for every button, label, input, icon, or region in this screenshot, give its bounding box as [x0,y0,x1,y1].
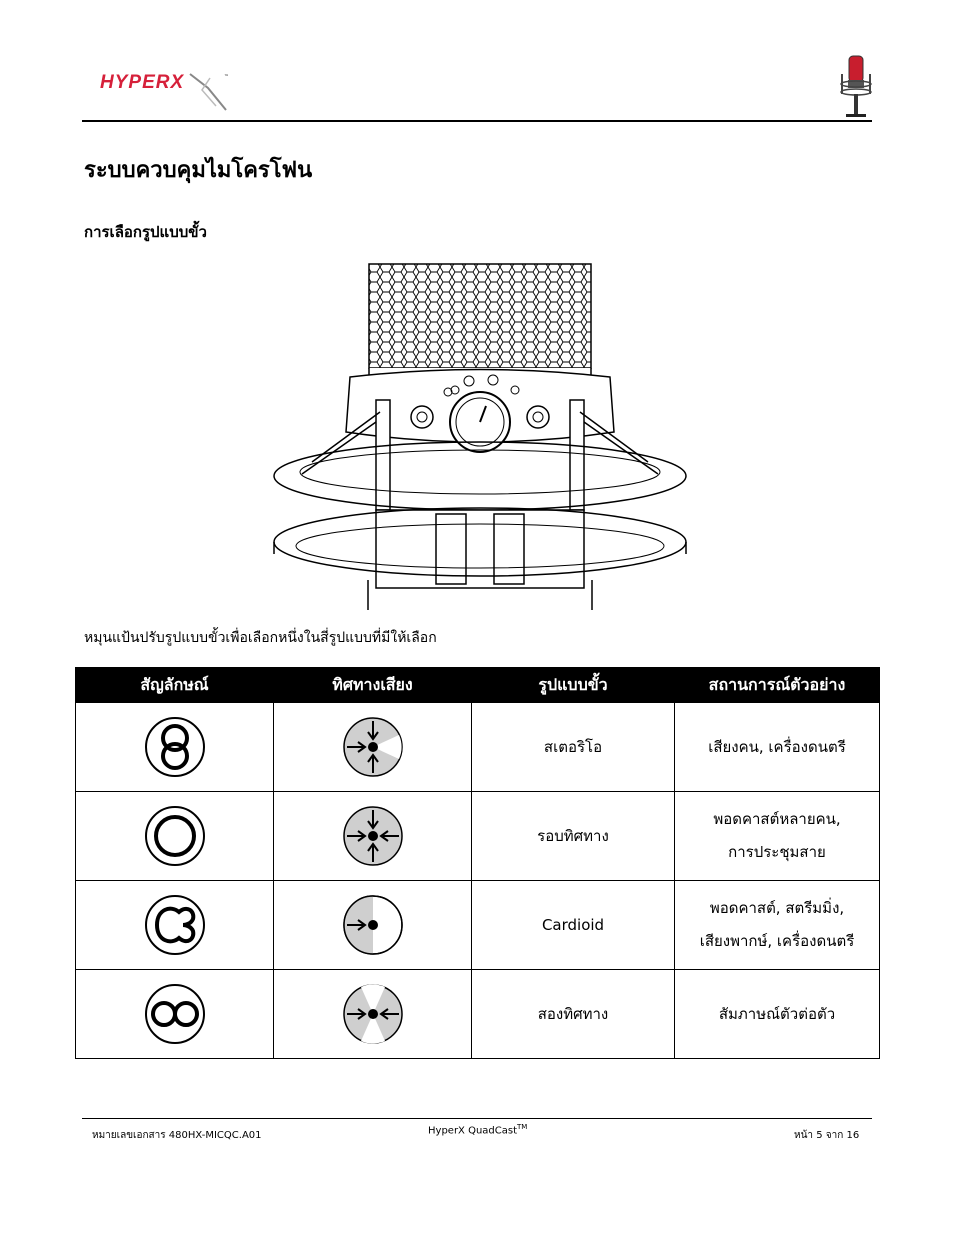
direction-cell [274,792,472,881]
trademark-mark: TM [517,1123,528,1131]
scenario-cell [675,792,880,881]
pattern-name: รอบทิศทาง [472,792,675,881]
omnidirectional-pattern-icon [143,804,207,868]
symbol-cell [76,792,274,881]
footer-divider [82,1118,872,1119]
page-title: ระบบควบคุมไมโครโฟน [84,158,313,183]
header-direction: ทิศทางเสียง [274,668,472,703]
table-row [76,881,880,970]
table-header-row [76,668,880,703]
cardioid-direction-icon [341,893,405,957]
bidirectional-direction-icon [341,982,405,1046]
pattern-name: สเตอริโอ [472,703,675,792]
scenario-line: สัมภาษณ์ตัวต่อตัว [718,1004,836,1023]
scenario-line: เสียงคน, เครื่องดนตรี [708,737,846,756]
scenario-line: พอดคาสต์หลายคน, [713,810,841,828]
scenario-line: เสียงพากษ์, เครื่องดนตรี [699,932,855,950]
svg-text:HYPERX: HYPERX [100,72,185,93]
footer-doc-number: หมายเลขเอกสาร 480HX-MICQC.A01 [92,1130,262,1141]
scenario-cell [675,881,880,970]
pattern-name: Cardioid [472,881,675,970]
scenario-line: พอดคาสต์, สตรีมมิ่ง, [709,899,845,917]
symbol-cell [76,881,274,970]
direction-cell [274,703,472,792]
footer-product-name: HyperX QuadCast [428,1125,518,1137]
bidirectional-pattern-icon [143,982,207,1046]
direction-cell [274,881,472,970]
omnidirectional-direction-icon [341,804,405,868]
header-symbol: สัญลักษณ์ [76,668,274,703]
polar-pattern-knob-diagram [272,262,688,616]
symbol-cell [76,970,274,1059]
instruction-text: หมุนแป้นปรับรูปแบบขั้วเพื่อเลือกหนึ่งในสี่รูปแบบที่มีให้เลือก [84,630,437,646]
section-heading: การเลือกรูปแบบขั้ว [84,223,207,241]
polar-pattern-table [75,667,880,1059]
direction-cell [274,970,472,1059]
hyperx-logo [98,66,234,116]
table-row [76,970,880,1059]
pattern-name: สองทิศทาง [472,970,675,1059]
svg-text:™: ™ [224,74,229,80]
header-divider [82,120,872,122]
table-row [76,703,880,792]
stereo-direction-icon [341,715,405,779]
scenario-cell [675,970,880,1059]
footer-product [428,1123,527,1136]
symbol-cell [76,703,274,792]
header-scenario: สถานการณ์ตัวอย่าง [675,668,880,703]
cardioid-pattern-icon [143,893,207,957]
table-row [76,792,880,881]
stereo-pattern-icon [143,715,207,779]
footer-page-number: หน้า 5 จาก 16 [794,1130,860,1141]
quadcast-mic-icon [838,54,874,124]
header-pattern: รูปแบบขั้ว [472,668,675,703]
scenario-line: การประชุมสาย [728,843,826,861]
scenario-cell [675,703,880,792]
